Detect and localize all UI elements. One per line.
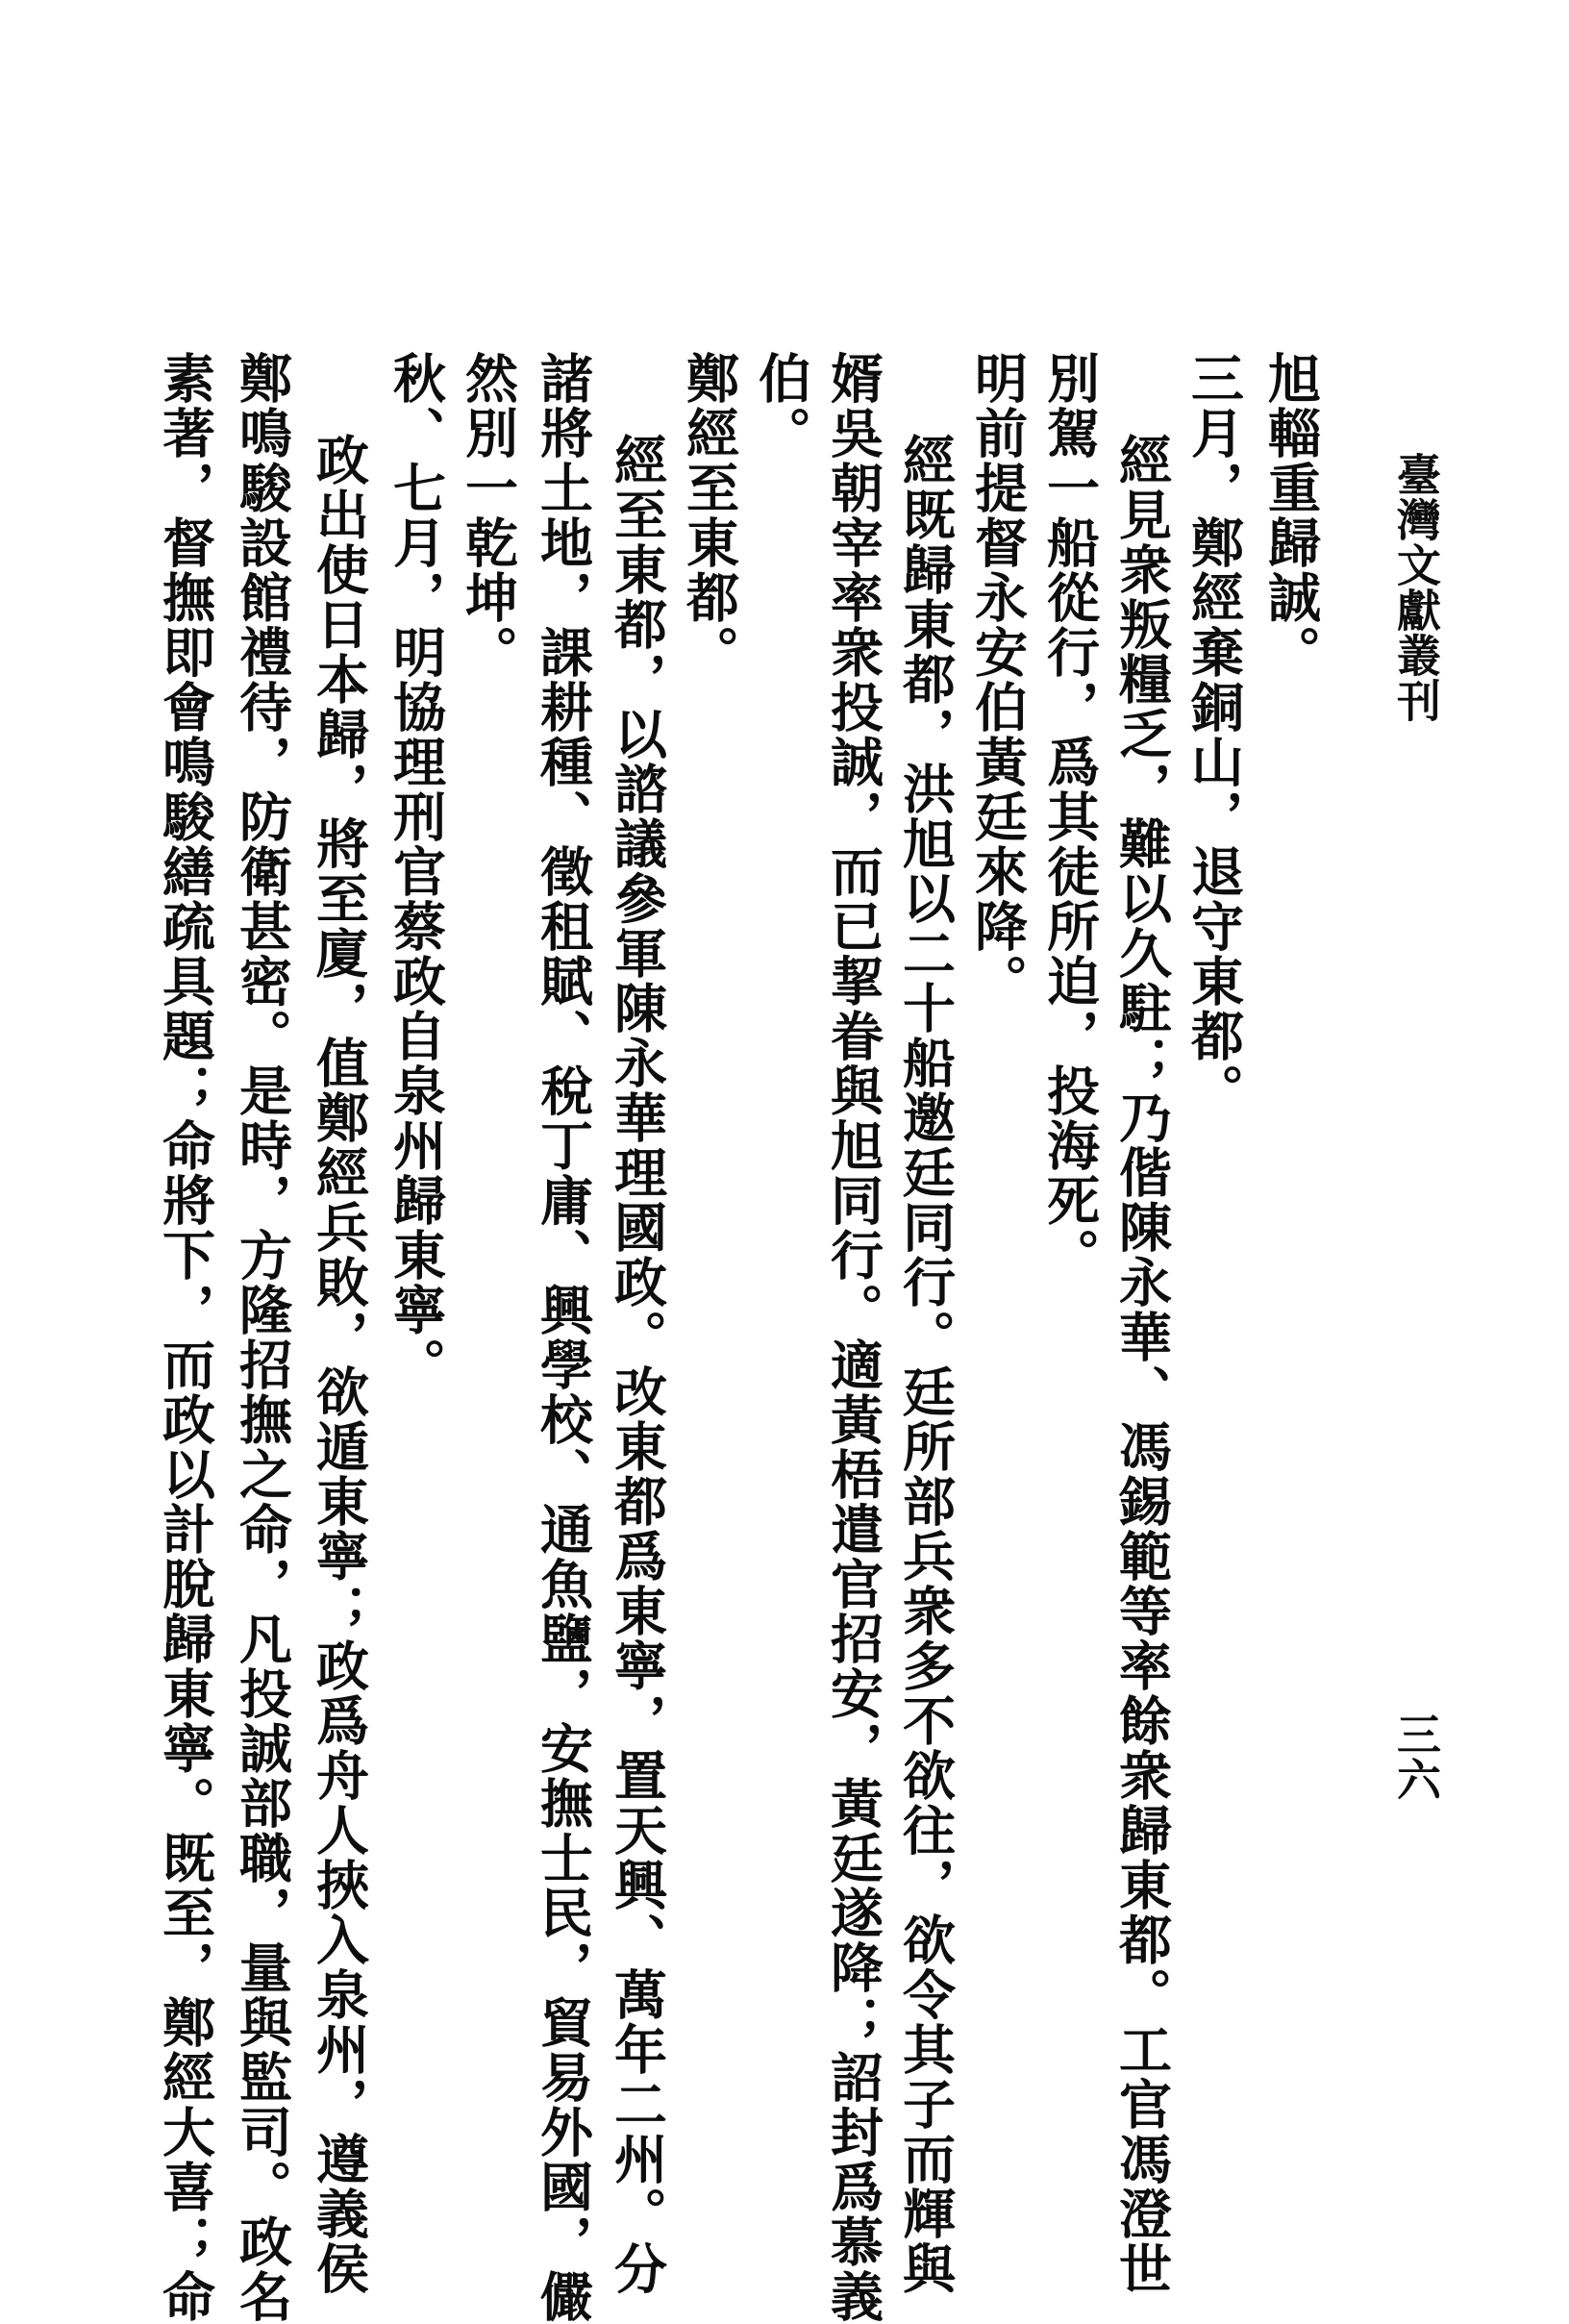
- text-column: 經至東都，以諮議參軍陳永華理國政。改東都爲東寧，置天興、萬年二州。分: [606, 433, 668, 2296]
- text-column: 諸將土地，課耕種、徵租賦、稅丁庸、興學校、通魚鹽，安撫士民，貿易外國，儼: [532, 351, 594, 2324]
- text-column: 鄭鳴駿設館禮待，防衛甚密。是時，方隆招撫之命，凡投誠部職，量與監司。政名: [231, 351, 293, 2324]
- text-column: 伯。: [750, 351, 812, 461]
- text-column: 素著，督撫即會鳴駿繕疏具題；命將下，而政以計脫歸東寧。既至，鄭經大喜；命: [154, 351, 216, 2324]
- text-column: 經既歸東都，洪旭以二十船邀廷同行。廷所部兵衆多不欲往，欲令其子而輝與: [894, 433, 957, 2296]
- page-number: 三六: [1390, 1712, 1442, 1802]
- text-column: 秋、七月，明協理刑官蔡政自泉州歸東寧。: [385, 351, 447, 1392]
- text-column: 經見衆叛糧乏，難以久駐；乃偕陳永華、馮錫範等率餘衆歸東都。工官馮澄世: [1110, 433, 1173, 2296]
- text-column: 三月，鄭經棄銅山，退守東都。: [1183, 351, 1245, 1118]
- text-column: 明前提督永安伯黃廷來降。: [966, 351, 1029, 1009]
- text-column: 政出使日本歸，將至廈，值鄭經兵敗，欲遁東寧；政爲舟人挾入泉州，遵義侯: [308, 433, 370, 2296]
- running-title: 臺灣文獻叢刊: [1390, 452, 1442, 723]
- text-column: 然別一乾坤。: [457, 351, 519, 680]
- text-column: 婿吳朝宰率衆投誠，而已挈眷與旭同行。適黃梧遣官招安，黃廷遂降；詔封爲慕義: [822, 351, 884, 2324]
- text-column: 鄭經至東都。: [678, 351, 740, 680]
- text-column: 別駕一船從行，爲其徒所迫，投海死。: [1038, 351, 1101, 1283]
- text-column: 旭輜重歸誠。: [1259, 351, 1322, 680]
